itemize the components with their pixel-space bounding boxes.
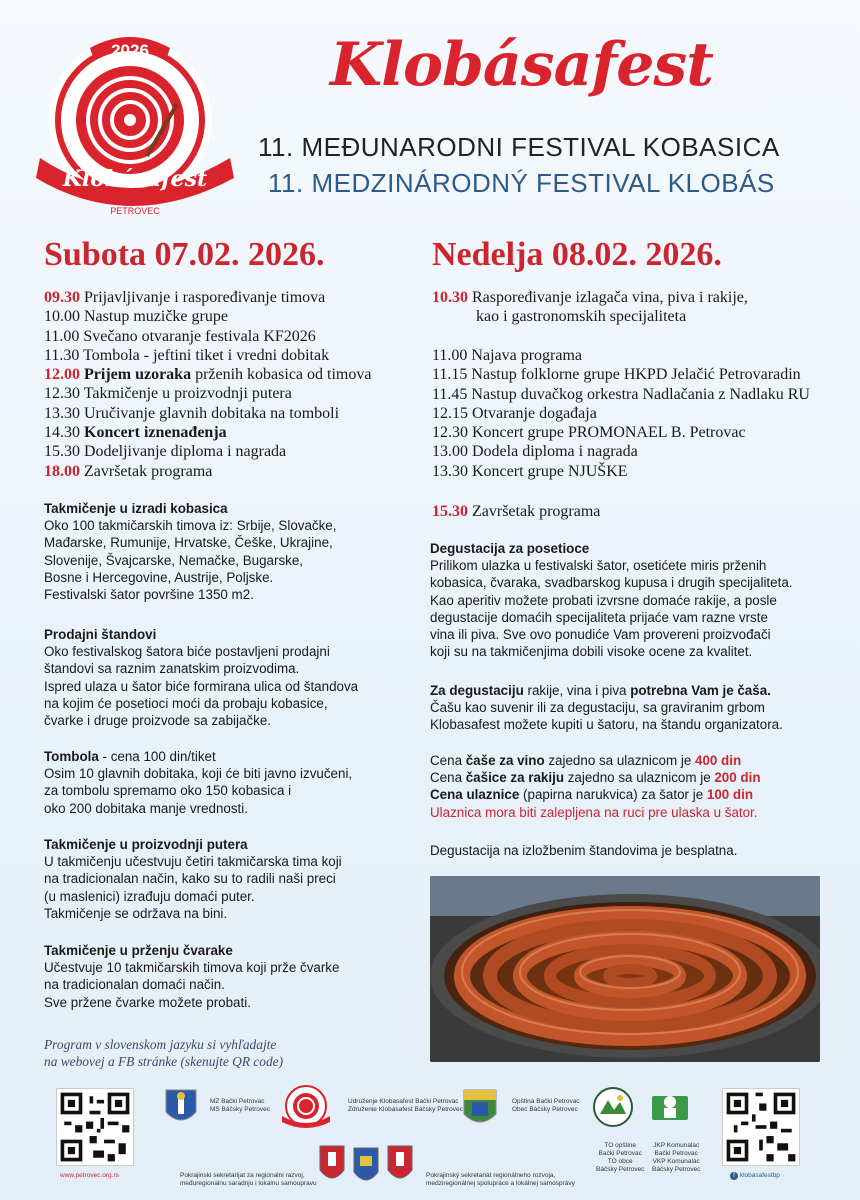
saturday-item (44, 462, 371, 481)
text-line: Osim 10 glavnih dobitaka, koji će biti javno izvučeni, (44, 766, 353, 782)
text-line: čvarke i druge proizvode sa zabijačke. (44, 713, 272, 729)
text-line: oko 200 dobitaka manje vrednosti. (44, 800, 248, 816)
saturday-item (44, 442, 371, 461)
section-butter-competition: Takmičenje u proizvodnji putera U takmičenju učestvuju četiri takmičarska tima koji na tradicionalan način, kako su to radili naši preci (u maslenici) izrađuju domaći puter. Takmičenje se održava na bini. (44, 837, 342, 921)
section-sales-stands: Prodajni štandovi Oko festivalskog šatora biće postavljeni prodajni štandovi sa raznim zanatskim proizvodima. Ispred ulaza u šator biće formirana ulica od štandova na kojim će posetioci moći da probaju kobasice, čvarke i druge proizvode sa zabijačke. (44, 627, 359, 729)
text-line: Mađarske, Rumunije, Hrvatske, Češke, Ukrajine, (44, 535, 333, 551)
item-text: Tombola - jeftini tiket i vredni dobitak (83, 346, 330, 364)
text-line: Oko festivalskog šatora biće postavljeni prodajni (44, 644, 330, 660)
section-prices: Cena čaše za vino zajedno sa ulaznicom je 400 din Cena čašice za rakiju zajedno sa ulaznicom je 200 din Cena ulaznice (papirna narukvica) za šator je 100 din Ulaznica mora biti zalepljena na ruci pre ulaska u šator. (430, 753, 761, 820)
sunday-item (432, 462, 810, 481)
item-time: 18.00 (44, 462, 80, 480)
item-time: 12.30 (432, 424, 468, 442)
sunday-item (432, 423, 810, 442)
slovak-program-note: Program v slovenskom jazyku si vyhľadajte na webovej a FB stránke (skenujte QR code) (44, 1037, 284, 1069)
association-label: Udruženje Klobasafest Bački Petrovac Združenie Klobásafest Báčsky Petrovec (348, 1098, 463, 1113)
item-time: 12.15 (432, 404, 468, 422)
text-line: Učestvuje 10 takmičarskih timova koji prže čvarke (44, 960, 340, 976)
item-time: 11.45 (432, 385, 468, 403)
item-text: Svečano otvaranje festivala KF2026 (83, 327, 316, 345)
mz-label: MZ Bački Petrovac MS Báčsky Petrovec (210, 1098, 270, 1113)
free-tasting-note: Degustacija na izložbenim štandovima je besplatna. (430, 843, 738, 858)
text-line: na tradicionalan domaći način. (44, 977, 225, 993)
text-line: Slovenije, Švajcarske, Nemačke, Bugarske, (44, 552, 303, 568)
qr-code-facebook[interactable] (722, 1088, 800, 1166)
text-line: koji su na takmičenjima dobili visoke ocene za kvalitet. (430, 644, 753, 660)
item-time: 11.00 (432, 347, 468, 364)
item-text: Uručivanje glavnih dobitaka na tomboli (84, 404, 340, 422)
sunday-item (432, 365, 810, 384)
komunalac-label: JKP Komunalac Bački Petrovac VKP Komunalac Báčsky Petrovec (652, 1142, 701, 1173)
text-line: Ispred ulaza u šator biće formirana ulica od štandova (44, 678, 359, 694)
text-line: Takmičenje se održava na bini. (44, 905, 228, 921)
item-text: Koncert grupe PROMONAEL B. Petrovac (472, 424, 746, 442)
item-time: 10.00 (44, 308, 80, 326)
sunday-schedule: 10.30 Raspoređivanje izlagača vina, piva i rakije, kao i gastronomskih specijaliteta (432, 289, 748, 326)
text-line: Bosne i Hercegovine, Austrije, Poljske. (44, 569, 274, 585)
item-text: prženih kobasica od timova (191, 366, 372, 384)
text-line: Sve pržene čvarke možete probati. (44, 994, 251, 1010)
subtitle-serbian: 11. MEĐUNARODNI FESTIVAL KOBASICA (258, 132, 780, 162)
svg-text:PETROVEC: PETROVEC (110, 206, 160, 216)
saturday-schedule (44, 288, 371, 481)
text-line: kobasica, čvaraka, svadbarskog kupusa i drugih specijaliteta. (430, 575, 793, 591)
text-line: degustacije domaćih specijaliteta prijaće vam razne vrste (430, 609, 768, 625)
saturday-item (44, 365, 371, 384)
sausage-photo (430, 876, 820, 1062)
facebook-link[interactable]: f klobasafestbp (730, 1172, 780, 1180)
saturday-item (44, 327, 371, 346)
item-time: 13.30 (44, 404, 80, 422)
item-text: Nastup duvačkog orkestra Nadlačania z Nadlaku RU (471, 385, 810, 403)
text-line: Čašu kao suvenir ili za degustaciju, sa graviranim grbom (430, 700, 765, 716)
item-highlight: Koncert iznenađenja (84, 424, 227, 442)
qr-code-website[interactable] (56, 1088, 134, 1166)
text-line: Oko 100 takmičarskih timova iz: Srbije, Slovačke, (44, 518, 337, 534)
page-title: Klobásafest (330, 30, 713, 100)
saturday-item (44, 288, 371, 307)
provincial-crests-icon (316, 1140, 416, 1190)
item-text: Nastup folklorne grupe HKPD Jelačić Petrovaradin (471, 366, 801, 384)
saturday-item (44, 423, 371, 442)
section-cracklings-competition: Takmičenje u prženju čvarake Učestvuje 10 takmičarskih timova koji prže čvarke na tradicionalan domaći način. Sve pržene čvarke možete probati. (44, 943, 340, 1010)
item-time: 13.00 (432, 443, 468, 461)
text-line: za tombolu spremamo oko 150 kobasica i (44, 783, 292, 799)
municipality-label: Opština Bački Petrovac Obec Báčsky Petrovec (512, 1098, 580, 1113)
item-time: 12.30 (44, 385, 80, 403)
item-time: 15.30 (44, 443, 80, 461)
item-highlight: Prijem uzoraka (84, 366, 192, 384)
item-time: 11.30 (44, 346, 80, 364)
tourist-org-icon (592, 1086, 634, 1128)
saturday-heading: Subota 07.02. 2026. (44, 236, 325, 273)
website-url[interactable]: www.petrovec.org.rs (60, 1172, 119, 1179)
text-line: vina ili piva. Sve ovo ponudiće Vam provereni proizvođači (430, 627, 771, 643)
item-text: Dodela diploma i nagrada (472, 443, 638, 461)
facebook-icon: f (730, 1172, 738, 1180)
item-time: 11.00 (44, 327, 80, 345)
svg-text:2026: 2026 (111, 41, 149, 60)
sunday-item (432, 346, 810, 365)
text-line: na kojim će posetioci moći da probaju kobasice, (44, 695, 328, 711)
section-tombola: Tombola - cena 100 din/tiket Osim 10 glavnih dobitaka, koji će biti javno izvučeni, za tombolu spremamo oko 150 kobasica i oko 200 dobitaka manje vrednosti. (44, 749, 353, 816)
section-tasting: Degustacija za posetioce Prilikom ulazka u festivalski šator, osetićete miris prženih kobasica, čvaraka, svadbarskog kupusa i drugih specijaliteta. Kao aperitiv možete probati izvrsne domaće rakije, a posle degustacije domaćih specijaliteta prijaće vam razne vrste vina ili piva. Sve ovo ponudiće Vam provereni proizvođači koji su na takmičenjima dobili visoke ocene za kvalitet. (430, 541, 793, 660)
item-text: Dodeljivanje diploma i nagrada (84, 443, 287, 461)
saturday-item (44, 404, 371, 423)
text-line: Kao aperitiv možete probati izvrsne domaće rakije, a posle (430, 592, 777, 608)
klobasafest-small-logo-icon (278, 1084, 334, 1132)
sunday-schedule-list (432, 346, 810, 481)
item-text: Takmičenje u proizvodnji putera (83, 385, 292, 403)
text-line: Festivalski šator površine 1350 m2. (44, 587, 254, 603)
item-text: Završetak programa (84, 462, 213, 480)
saturday-item (44, 346, 371, 365)
text-line: štandovi sa raznim zanatskim proizvodima. (44, 661, 300, 677)
tourist-org-label: TO opštine Bački Petrovac TO obce Báčsky Petrovec (596, 1142, 645, 1173)
komunalac-icon (650, 1088, 690, 1128)
section-glass: Za degustaciju rakije, vina i piva potrebna Vam je čaša. Čašu kao suvenir ili za degustaciju, sa graviranim grbom Klobasafest možete kupiti u šatoru, na štandu organizatora. (430, 683, 783, 733)
item-text: Prijavljivanje i raspoređivanje timova (84, 289, 326, 306)
text-line: Klobasafest možete kupiti u šatoru, na štandu organizatora. (430, 717, 783, 733)
provincial-secretariat-sr: Pokrajinski sekretarijat za regionalni razvoj, međuregionalnu saradnju i lokalnu samoupravu (180, 1172, 317, 1187)
item-time: 12.00 (44, 366, 80, 384)
mz-coat-of-arms-icon (164, 1088, 198, 1128)
subtitle-slovak: 11. MEDZINÁRODNÝ FESTIVAL KLOBÁS (268, 168, 775, 198)
sunday-item (432, 404, 810, 423)
municipality-coat-of-arms-icon (462, 1088, 498, 1130)
item-text: Nastup muzičke grupe (84, 308, 228, 326)
text-line: U takmičenju učestvuju četiri takmičarska tima koji (44, 854, 342, 870)
text-line: (u maslenici) izrađuju domaći puter. (44, 888, 255, 904)
klobasafest-logo (30, 28, 240, 224)
item-text: Otvaranje događaja (472, 404, 597, 422)
text-line: Prilikom ulazka u festivalski šator, osetićete miris prženih (430, 558, 767, 574)
section-sausage-competition: Takmičenje u izradi kobasica Oko 100 takmičarskih timova iz: Srbije, Slovačke, Mađarske, Rumunije, Hrvatske, Češke, Ukrajine, Slovenije, Švajcarske, Nemačke, Bugarske, Bosne i Hercegovine, Austrije, Poljske. Festivalski šator površine 1350 m2. (44, 501, 337, 603)
provincial-secretariat-sk: Pokrajinský sekretariát regionálneho rozvoja, medziregionálnej spolupráce a lokálnej samosprávy (426, 1172, 575, 1187)
saturday-item (44, 384, 371, 403)
sunday-item (432, 385, 810, 404)
item-time: 11.15 (432, 366, 468, 384)
item-time: 13.30 (432, 462, 468, 480)
saturday-item (44, 307, 371, 326)
item-time: 14.30 (44, 424, 80, 442)
text-line: na tradicionalan način, kako su to radili naši preci (44, 871, 336, 887)
svg-text:Klobásafest: Klobásafest (62, 166, 208, 192)
item-text: Koncert grupe NJUŠKE (472, 462, 628, 480)
sunday-item (432, 442, 810, 461)
item-time: 09.30 (44, 289, 80, 306)
sunday-end: 15.30 Završetak programa (432, 503, 601, 520)
footer-sponsors (0, 1080, 860, 1200)
item-text: Najava programa (471, 347, 583, 364)
sunday-heading: Nedelja 08.02. 2026. (432, 236, 722, 273)
